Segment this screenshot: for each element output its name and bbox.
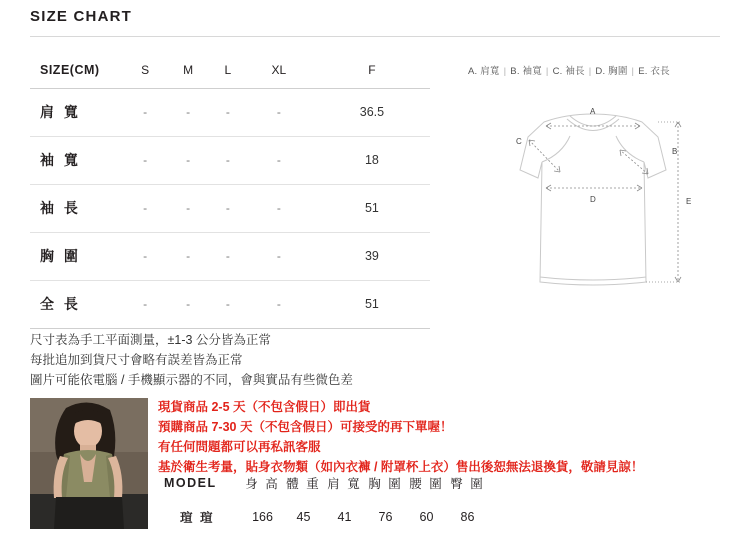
row-label-bust: 胸 圍 — [30, 232, 126, 280]
header-shoulder: 肩 寬 — [327, 477, 362, 491]
diagram-label-d: D — [590, 195, 596, 204]
cell-sleeve-width-f: 18 — [314, 136, 430, 184]
cell-total-length-xl: - — [244, 280, 314, 328]
legend-item-e: E. 衣長 — [638, 66, 670, 77]
model-header-row — [158, 466, 488, 500]
measurement-notes — [30, 330, 353, 390]
diagram-label-c: C — [516, 137, 522, 146]
header-hip: 臀 圍 — [450, 477, 485, 491]
legend-item-c: C. 袖長 — [552, 66, 585, 77]
notice-line-1: 現貨商品 2-5 天（不包含假日）即出貨 — [158, 400, 371, 414]
garment-diagram — [466, 92, 721, 317]
model-bust: 76 — [378, 510, 393, 524]
header-size-xl: XL — [244, 52, 314, 88]
table-row — [30, 232, 430, 280]
size-measurement-table — [30, 52, 430, 329]
header-waist: 腰 圍 — [409, 477, 444, 491]
model-weight: 45 — [296, 510, 311, 524]
cell-bust-s: - — [126, 232, 164, 280]
model-hip: 86 — [460, 510, 475, 524]
cell-sleeve-length-s: - — [126, 184, 164, 232]
row-label-shoulder: 肩 寬 — [30, 88, 126, 136]
legend-separator: | — [631, 66, 635, 77]
model-waist: 60 — [419, 510, 434, 524]
header-size-l: L — [212, 52, 244, 88]
header-size-s: S — [126, 52, 164, 88]
page-title: SIZE CHART — [30, 8, 132, 25]
cell-shoulder-l: - — [212, 88, 244, 136]
table-header-row — [30, 52, 430, 88]
header-bust: 胸 圍 — [368, 477, 403, 491]
cell-shoulder-m: - — [164, 88, 212, 136]
cell-total-length-s: - — [126, 280, 164, 328]
model-height: 166 — [252, 510, 273, 524]
cell-total-length-l: - — [212, 280, 244, 328]
cell-bust-m: - — [164, 232, 212, 280]
cell-bust-l: - — [212, 232, 244, 280]
model-measurement-table — [158, 466, 488, 534]
table-row — [30, 184, 430, 232]
model-name: 瑄 瑄 — [180, 511, 215, 525]
row-label-sleeve-width: 袖 寬 — [30, 136, 126, 184]
cell-bust-xl: - — [244, 232, 314, 280]
cell-sleeve-width-m: - — [164, 136, 212, 184]
cell-sleeve-length-l: - — [212, 184, 244, 232]
model-photo — [30, 398, 148, 529]
model-shoulder: 41 — [337, 510, 352, 524]
row-label-total-length: 全 長 — [30, 280, 126, 328]
shipping-notice — [158, 397, 643, 477]
cell-sleeve-length-m: - — [164, 184, 212, 232]
table-row — [30, 88, 430, 136]
measurement-legend — [466, 63, 672, 77]
cell-shoulder-f: 36.5 — [314, 88, 430, 136]
note-line-2: 每批追加到貨尺寸會略有誤差皆為正常 — [30, 353, 243, 367]
notice-line-4: 基於衛生考量，貼身衣物類（如內衣褲 / 附罩杯上衣）售出後恕無法退換貨，敬請見諒！ — [158, 460, 644, 474]
header-height: 身 高 — [245, 477, 280, 491]
cell-sleeve-width-l: - — [212, 136, 244, 184]
cell-sleeve-width-s: - — [126, 136, 164, 184]
legend-separator: | — [545, 66, 549, 77]
model-data-row — [158, 500, 488, 534]
row-label-sleeve-length: 袖 長 — [30, 184, 126, 232]
cell-sleeve-width-xl: - — [244, 136, 314, 184]
diagram-label-b: B — [672, 147, 678, 156]
diagram-label-a: A — [590, 107, 596, 116]
cell-total-length-m: - — [164, 280, 212, 328]
note-line-1: 尺寸表為手工平面測量，±1-3 公分皆為正常 — [30, 333, 271, 347]
header-weight: 體 重 — [286, 477, 321, 491]
cell-shoulder-xl: - — [244, 88, 314, 136]
title-divider — [30, 36, 720, 37]
note-line-3: 圖片可能依電腦 / 手機顯示器的不同，會與實品有些微色差 — [30, 373, 353, 387]
notice-line-3: 有任何問題都可以再私訊客服 — [158, 440, 321, 454]
legend-item-b: B. 袖寬 — [510, 66, 542, 77]
header-size-f: F — [314, 52, 430, 88]
header-size-cm: SIZE(CM) — [30, 52, 126, 88]
table-row — [30, 280, 430, 328]
cell-bust-f: 39 — [314, 232, 430, 280]
cell-sleeve-length-xl: - — [244, 184, 314, 232]
cell-shoulder-s: - — [126, 88, 164, 136]
legend-item-d: D. 胸圍 — [595, 66, 628, 77]
table-row — [30, 136, 430, 184]
header-model: MODEL — [164, 476, 217, 490]
cell-total-length-f: 51 — [314, 280, 430, 328]
cell-sleeve-length-f: 51 — [314, 184, 430, 232]
diagram-label-e: E — [686, 197, 692, 206]
notice-line-2: 預購商品 7-30 天（不包含假日）可接受的再下單喔！ — [158, 420, 453, 434]
legend-separator: | — [503, 66, 507, 77]
legend-separator: | — [588, 66, 592, 77]
legend-item-a: A. 肩寬 — [468, 66, 500, 77]
header-size-m: M — [164, 52, 212, 88]
